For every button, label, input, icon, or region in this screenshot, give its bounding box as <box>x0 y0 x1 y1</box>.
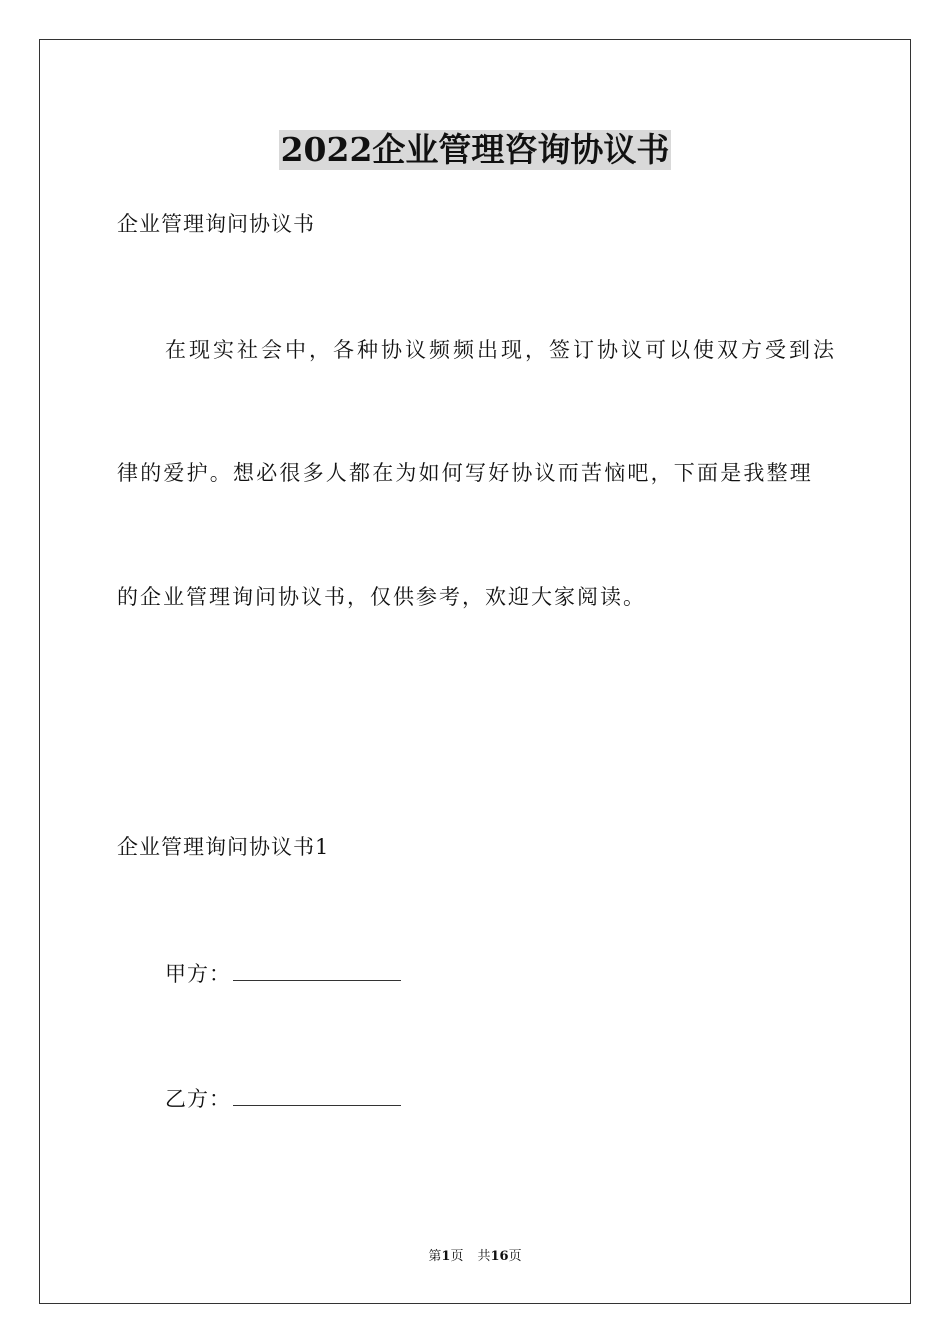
document-title-text: 2022企业管理咨询协议书 <box>280 130 670 169</box>
page-suffix: 页 <box>450 1249 464 1264</box>
intro-paragraph-line-1: 在现实社会中，各种协议频频出现，签订协议可以使双方受到法 <box>165 338 837 362</box>
party-a-blank-field[interactable] <box>233 958 401 981</box>
party-b-blank-field[interactable] <box>233 1083 401 1106</box>
page-number: 1 <box>441 1249 451 1264</box>
total-prefix: 共 <box>477 1249 491 1264</box>
document-subtitle: 企业管理询问协议书 <box>117 212 315 236</box>
party-b-row <box>165 1083 401 1113</box>
party-a-row <box>165 958 401 988</box>
page-prefix: 第 <box>428 1249 442 1264</box>
total-pages: 16 <box>490 1249 509 1264</box>
intro-paragraph-line-3: 的企业管理询问协议书，仅供参考，欢迎大家阅读。 <box>117 585 646 609</box>
page-footer <box>0 1248 950 1266</box>
party-b-label: 乙方： <box>165 1087 231 1111</box>
total-suffix: 页 <box>508 1249 522 1264</box>
intro-paragraph-line-2: 律的爱护。想必很多人都在为如何写好协议而苦恼吧，下面是我整理 <box>117 461 813 485</box>
document-title <box>0 130 950 176</box>
section-heading: 企业管理询问协议书1 <box>117 835 330 859</box>
party-a-label: 甲方： <box>165 962 231 986</box>
